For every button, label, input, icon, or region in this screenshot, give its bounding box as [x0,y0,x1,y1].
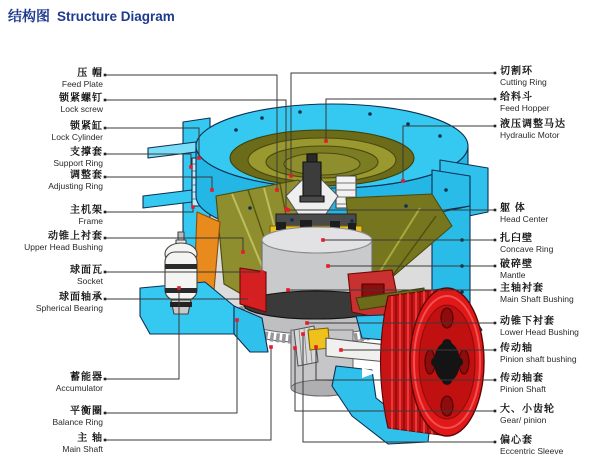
label-en-support-ring: Support Ring [53,158,103,168]
part-dot-main-shaft [269,345,273,349]
part-dot-gear-pinion [293,346,297,350]
part-dot-socket [260,270,264,274]
label-cn-gear-pinion: 大、小齿轮 [500,404,555,415]
part-dot-hydraulic-motor [401,179,405,183]
part-dot-upper-head-bushing [241,250,245,254]
label-dot-lock-screw [104,99,107,102]
leader-line-accumulator [105,288,179,379]
label-cn-head-center: 躯 体 [500,203,526,214]
label-en-lower-head-bushing: Lower Head Bushing [500,327,579,337]
label-dot-lock-cylinder [104,127,107,130]
label-cn-upper-head-bushing: 动锥上衬套 [48,231,103,242]
leader-line-frame [105,207,193,212]
leader-line-main-shaft [105,347,271,440]
label-cn-feed-plate: 压 帽 [77,68,103,79]
label-en-gear-pinion: Gear/ pinion [500,415,547,425]
part-dot-main-shaft-bushing [286,288,290,292]
leader-line-feed-plate [105,75,277,190]
label-en-lock-screw: Lock screw [60,104,103,114]
label-cn-lock-screw: 锁紧螺钉 [59,93,103,104]
label-en-feed-hopper: Feed Hopper [500,103,550,113]
leader-line-upper-head-bushing [105,238,243,252]
label-dot-adjusting-ring [104,176,107,179]
part-dot-adjusting-ring [210,188,214,192]
part-dot-spherical-bearing [248,297,252,301]
label-cn-main-shaft: 主 轴 [77,433,103,444]
label-en-pinion-shaft: Pinion Shaft [500,384,546,394]
label-cn-frame: 主机架 [70,205,103,216]
label-en-feed-plate: Feed Plate [61,79,103,89]
label-en-accumulator: Accumulator [55,383,103,393]
label-cn-spherical-bearing: 球面轴承 [59,292,103,303]
page-title-cn: 结构图 [8,8,50,24]
label-en-main-shaft-bushing: Main Shaft Bushing [500,294,574,304]
part-dot-support-ring [189,165,193,169]
label-en-spherical-bearing: Spherical Bearing [35,303,103,313]
label-cn-socket: 球面瓦 [70,265,103,276]
label-dot-spherical-bearing [104,298,107,301]
label-cn-lock-cylinder: 锁紧缸 [70,121,103,132]
label-en-frame: Frame [78,216,103,226]
part-dot-pinion-shaft [314,345,318,349]
leader-line-cutting-ring [291,73,495,176]
label-dot-support-ring [104,153,107,156]
label-dot-lower-head-bushing [494,322,497,325]
label-cn-pinion-shaft: 传动轴套 [500,373,544,384]
part-dot-cutting-ring [289,174,293,178]
part-dot-lower-head-bushing [305,321,309,325]
label-dot-feed-plate [104,74,107,77]
label-cn-lower-head-bushing: 动锥下衬套 [500,316,555,327]
leader-line-support-ring [105,154,191,167]
part-dot-feed-plate [275,188,279,192]
leader-line-adjusting-ring [105,177,212,190]
part-dot-eccentric-sleeve [301,332,305,336]
label-dot-eccentric-sleeve [494,441,497,444]
label-en-head-center: Head Center [500,214,549,224]
part-dot-pinion-shaft-bushing [339,348,343,352]
label-dot-socket [104,271,107,274]
label-dot-head-center [494,209,497,212]
label-dot-balance-ring [104,412,107,415]
part-dot-feed-hopper [324,139,328,143]
part-dot-balance-ring [235,318,239,322]
label-dot-concave-ring [494,239,497,242]
label-dot-gear-pinion [494,410,497,413]
label-dot-frame [104,211,107,214]
label-en-hydraulic-motor: Hydraulic Motor [500,130,560,140]
label-en-pinion-shaft-bushing: Pinion shaft bushing [500,354,577,364]
label-dot-accumulator [104,378,107,381]
leader-line-feed-hopper [326,99,495,141]
label-dot-feed-hopper [494,98,497,101]
label-en-lock-cylinder: Lock Cylinder [51,132,103,142]
label-cn-accumulator: 蓄能器 [70,372,103,383]
label-cn-mantle: 破碎壁 [500,259,533,270]
label-en-cutting-ring: Cutting Ring [500,77,547,87]
label-cn-support-ring: 支撑套 [70,147,103,158]
label-en-upper-head-bushing: Upper Head Bushing [24,242,103,252]
part-dot-accumulator [177,286,181,290]
label-cn-hydraulic-motor: 液压调整马达 [500,119,566,130]
leader-line-balance-ring [105,320,237,413]
leader-line-hydraulic-motor [403,126,495,181]
label-en-balance-ring: Balance Ring [52,417,103,427]
leader-line-pinion-shaft [316,347,495,380]
label-en-main-shaft: Main Shaft [62,444,103,454]
label-dot-pinion-shaft [494,379,497,382]
label-en-mantle: Mantle [500,270,526,280]
label-cn-eccentric-sleeve: 偏心套 [500,435,533,446]
part-dot-head-center [286,208,290,212]
label-dot-mantle [494,265,497,268]
label-dot-cutting-ring [494,72,497,75]
part-dot-lock-cylinder [197,156,201,160]
label-en-eccentric-sleeve: Eccentric Sleeve [500,446,564,456]
label-en-concave-ring: Concave Ring [500,244,554,254]
label-cn-feed-hopper: 给料斗 [500,92,533,103]
label-cn-main-shaft-bushing: 主轴衬套 [500,283,544,294]
label-cn-balance-ring: 平衡圈 [70,406,103,417]
label-cn-cutting-ring: 切割环 [500,66,533,77]
label-dot-pinion-shaft-bushing [494,349,497,352]
label-cn-adjusting-ring: 调整套 [70,170,103,181]
label-en-adjusting-ring: Adjusting Ring [48,181,103,191]
part-dot-mantle [326,264,330,268]
label-cn-pinion-shaft-bushing: 传动轴 [500,343,533,354]
label-cn-concave-ring: 扎臼壁 [500,233,533,244]
part-dot-concave-ring [321,238,325,242]
label-dot-main-shaft [104,439,107,442]
label-dot-main-shaft-bushing [494,289,497,292]
page-title-en: Structure Diagram [57,9,175,24]
label-dot-hydraulic-motor [494,125,497,128]
part-dot-frame [191,205,195,209]
label-en-socket: Socket [77,276,103,286]
label-dot-upper-head-bushing [104,237,107,240]
